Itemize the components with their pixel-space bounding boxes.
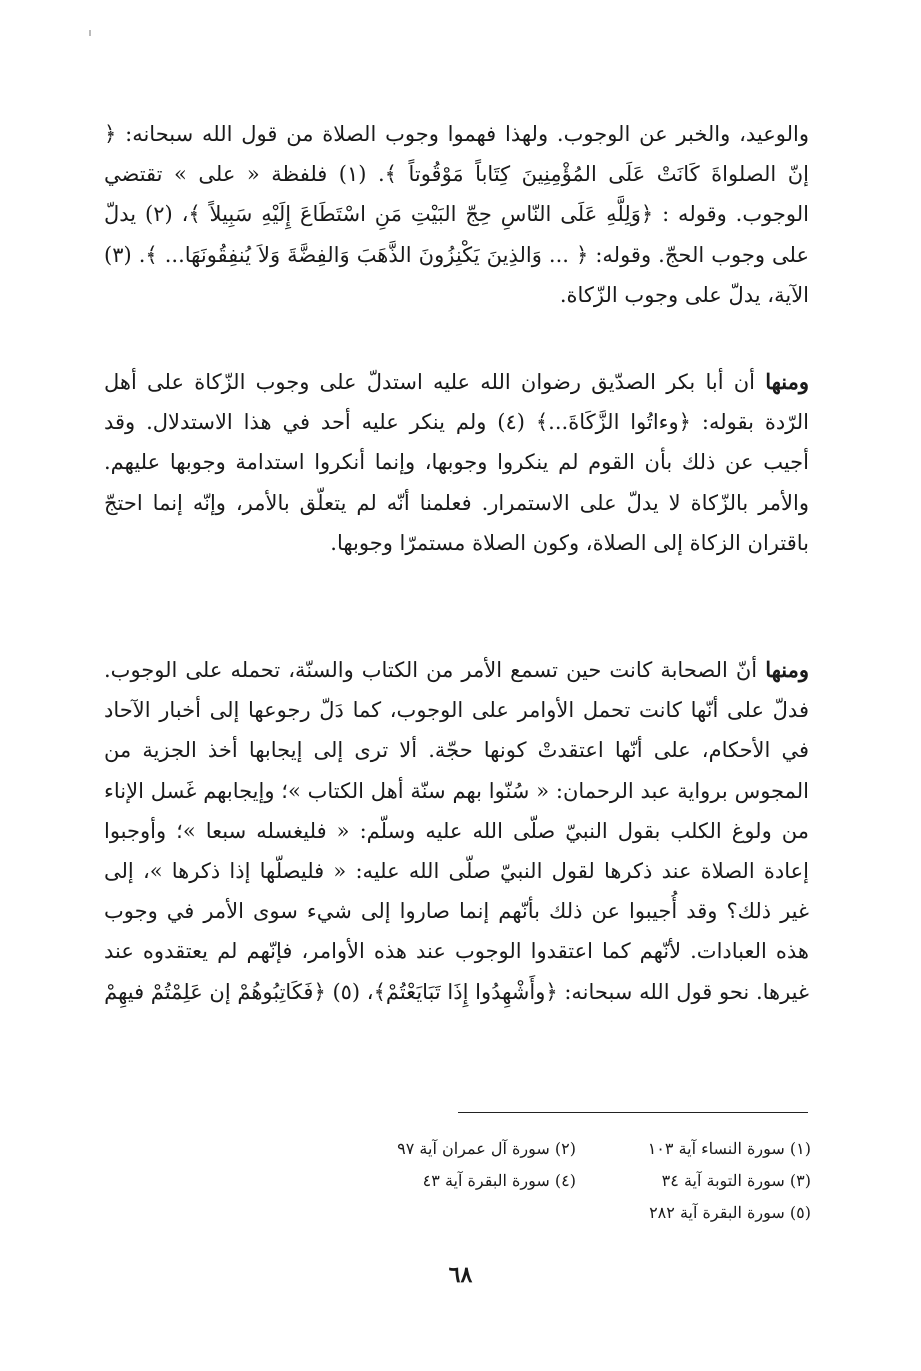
page-number: ٦٨ — [448, 1262, 473, 1288]
footnote-divider — [458, 1112, 808, 1113]
footnote-row — [341, 1133, 811, 1165]
footnotes — [341, 1133, 811, 1229]
paragraph-1 — [104, 114, 809, 315]
paragraph-3-marker: ومنها — [765, 657, 809, 682]
footnote-5: (٥) سورة البقرة آية ٢٨٢ — [649, 1203, 811, 1222]
footnote-row — [341, 1197, 811, 1229]
footnote-empty — [341, 1197, 576, 1229]
paragraph-2 — [104, 362, 809, 563]
paragraph-1-text: والوعيد، والخبر عن الوجوب. ولهذا فهموا وجوب الصلاة من قول الله سبحانه: ﴿ إنّ الصلواةَ كَانَتْ عَلَى المُؤْمِنِينَ كِتَاباً مَوْقُوتاً ﴾. (١) فلفظة « على » تقتضي الوجوب. وقوله : ﴿وَلِلَّهِ عَلَى النّاسِ حِجّ البَيْتِ مَنِ اسْتَطَاعَ إِلَيْهِ سَبِيلاً ﴾، (٢) يدلّ على وجوب الحجّ. وقوله: ﴿ ... وَالذِينَ يَكْنِزُونَ الذَّهَبَ وَالفِضَّةَ وَلاَ يُنفِقُونَهَا... ﴾. (٣) الآية، يدلّ على وجوب الزّكاة. — [104, 122, 809, 307]
footnote-4: (٤) سورة البقرة آية ٤٣ — [422, 1171, 576, 1190]
paragraph-2-body — [104, 362, 809, 563]
footnote-3: (٣) سورة التوبة آية ٣٤ — [661, 1171, 811, 1190]
scan-speck — [89, 30, 91, 36]
paragraph-2-text: أن أبا بكر الصدّيق رضوان الله عليه استدلّ على وجوب الزّكاة على أهل الرّدة بقوله: ﴿وءاتُوا الزَّكَاةَ...﴾ (٤) ولم ينكر عليه أحد في هذا الاستدلال. وقد أجيب عن ذلك بأن القوم لم ينكروا وجوبها، وإنما أنكروا استدامة وجوبها عليهم. والأمر بالزّكاة لا يدلّ على الاستمرار. فعلمنا أنّه لم يتعلّق بالأمر، وإنّه إنما احتجّ باقتران الزكاة إلى الصلاة، وكون الصلاة مستمرّا وجوبها. — [104, 370, 809, 555]
footnote-2: (٢) سورة آل عمران آية ٩٧ — [397, 1139, 576, 1158]
footnote-row — [341, 1165, 811, 1197]
footnote-1: (١) سورة النساء آية ١٠٣ — [647, 1139, 811, 1158]
paragraph-3-body — [104, 650, 809, 1012]
paragraph-3-text: أنّ الصحابة كانت حين تسمع الأمر من الكتاب والسنّة، تحمله على الوجوب. فدلّ على أنّها كانت تحمل الأوامر على الوجوب، كما دَلّ رجوعها إلى أخبار الآحاد في الأحكام، على أنّها اعتقدتْ كونها حجّة. ألا ترى إلى إيجابها أخذ الجزية من المجوس برواية عبد الرحمان: « سُنّوا بهم سنّة أهل الكتاب »؛ وإيجابهم غَسل الإناء من ولوغ الكلب بقول النبيّ صلّى الله عليه وسلّم: « فليغسله سبعا »؛ وأوجبوا إعادة الصلاة عند ذكرها لقول النبيّ صلّى الله عليه: « فليصلّها إذا ذكرها »، إلى غير ذلك؟ وقد أُجيبوا عن ذلك بأنّهم إنما صاروا إلى شيء سوى الأمر في وجوب هذه العبادات. لأنّهم كما اعتقدوا الوجوب عند هذه الأوامر، فإنّهم لم يعتقدوه عند غيرها. نحو قول الله سبحانه: ﴿وأَشْهِدُوا إِذَا تَبَايَعْتُمْ﴾، (٥) ﴿فَكَاتِبُوهُمْ إن عَلِمْتُمْ فيهِمْ — [104, 658, 809, 1004]
paragraph-3 — [104, 650, 809, 1012]
paragraph-2-marker: ومنها — [765, 369, 809, 394]
